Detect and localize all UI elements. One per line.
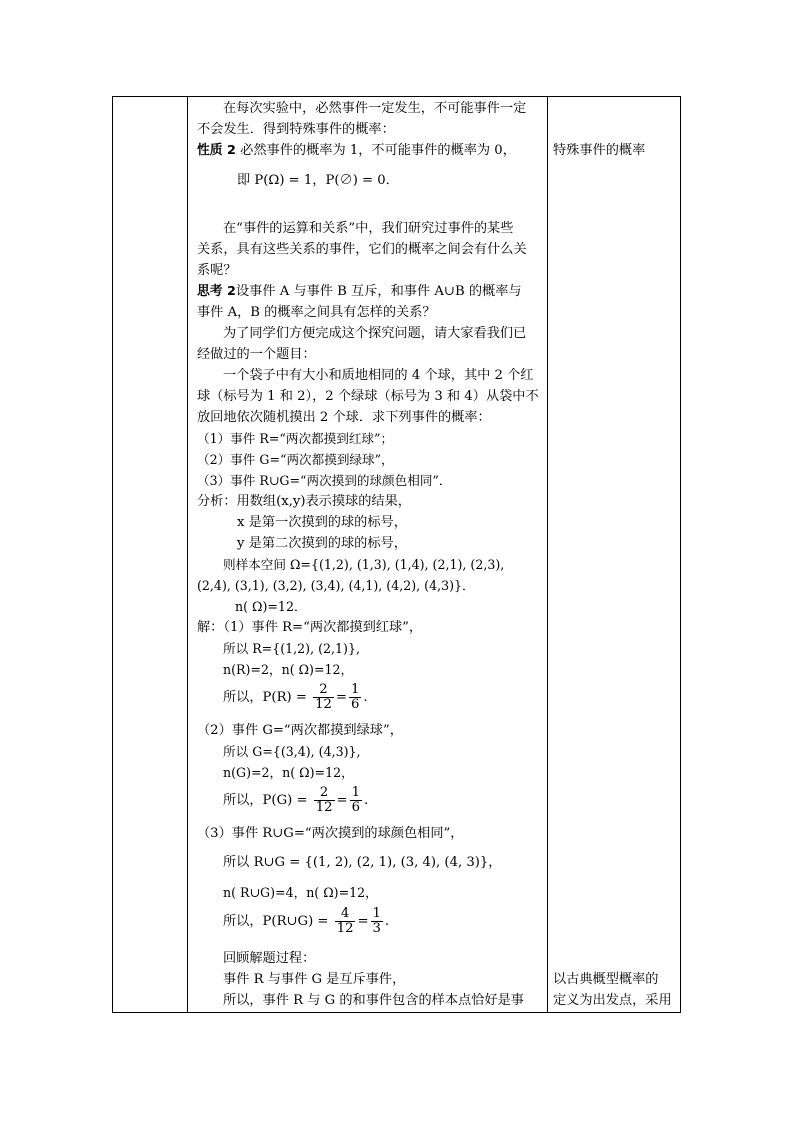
analysis-line: 分析：用数组(x,y)表示摸球的结果， xyxy=(197,494,411,509)
solution-line: n(R)=2，n( Ω)=12， xyxy=(223,662,354,677)
text-line: 经做过的一个题目： xyxy=(197,347,316,362)
denominator: 12 xyxy=(336,921,354,936)
text-line: 放回地依次随机摸出 2 个球．求下列事件的概率： xyxy=(197,410,491,425)
property-label: 性质 2 xyxy=(197,143,236,158)
numerator: 2 xyxy=(313,683,334,698)
fraction xyxy=(350,786,362,815)
review-line: 回顾解题过程： xyxy=(223,951,316,966)
solution-line: （2）事件 G=“两次都摸到绿球”， xyxy=(197,723,403,738)
solution-line: n( R∪G)=4，n( Ω)=12， xyxy=(223,885,378,900)
column-divider xyxy=(187,97,188,1012)
denominator: 3 xyxy=(372,921,381,936)
probability-formula: 所以，P(G) = $\frac{2}{12}$ = $\frac{1}{6}$ . xyxy=(223,785,369,815)
solution-line: 所以 G={(3,4), (4,3)}, xyxy=(223,744,361,759)
fraction xyxy=(371,907,383,936)
fraction xyxy=(349,683,361,712)
denominator: 12 xyxy=(315,697,332,712)
analysis-line: y 是第二次摸到的球的标号， xyxy=(237,536,407,551)
question-1: （1）事件 R=“两次都摸到红球”； xyxy=(197,431,394,446)
sample-count: n( Ω)=12． xyxy=(235,599,307,614)
lesson-table xyxy=(112,96,681,1013)
notes-cell xyxy=(549,97,681,1012)
sample-space-line: 则样本空间 Ω={(1,2), (1,3), (1,4), (2,1), (2,3), xyxy=(223,557,505,572)
note-line: 定义为出发点，采用 xyxy=(553,993,672,1008)
numerator: 1 xyxy=(350,682,360,697)
sample-space-line: (2,4), (3,1), (3,2), (3,4), (4,1), (4,2), (4,3)}． xyxy=(197,578,475,593)
question-3: （3）事件 R∪G=“两次摸到的球颜色相同”． xyxy=(197,473,452,488)
formula-prefix: 所以，P(G) = xyxy=(223,793,308,808)
numerator: 1 xyxy=(351,785,360,800)
think-text: 设事件 A 与事件 B 互斥，和事件 A∪B 的概率与 xyxy=(235,284,522,299)
text-line: 球（标号为 1 和 2），2 个绿球（标号为 3 和 4）从袋中不 xyxy=(197,389,539,404)
review-line: 所以，事件 R 与 G 的和事件包含的样本点恰好是事 xyxy=(223,993,524,1008)
property-formula: 即 P(Ω) = 1，P(∅) = 0． xyxy=(237,173,399,188)
text-line: 关系，具有这些关系的事件，它们的概率之间会有什么关 xyxy=(197,242,527,257)
think-label: 思考 2 xyxy=(197,284,236,299)
property-text: 必然事件的概率为 1，不可能事件的概率为 0， xyxy=(240,143,516,158)
fraction xyxy=(335,907,356,936)
text-line: 事件 A，B 的概率之间具有怎样的关系？ xyxy=(197,305,436,320)
analysis-line: x 是第一次摸到的球的标号， xyxy=(237,515,407,530)
text-line: 不会发生．得到特殊事件的概率： xyxy=(197,122,395,137)
solution-line: 解：（1）事件 R=“两次都摸到红球”， xyxy=(197,620,423,635)
formula-prefix: 所以，P(R) = xyxy=(223,690,307,705)
probability-formula: 所以，P(R∪G) = $\frac{4}{12}$ = $\frac{1}{3}$ . xyxy=(223,906,390,936)
main-content-cell xyxy=(193,97,547,1012)
note-line: 以古典概型概率的 xyxy=(553,972,659,987)
denominator: 6 xyxy=(350,697,360,712)
text-line: 在每次实验中，必然事件一定发生，不可能事件一定 xyxy=(223,101,527,116)
question-2: （2）事件 G=“两次都摸到绿球”， xyxy=(197,452,394,467)
text-line: 一个袋子中有大小和质地相同的 4 个球，其中 2 个红 xyxy=(223,368,534,383)
numerator: 1 xyxy=(372,906,381,921)
denominator: 6 xyxy=(351,800,360,815)
fraction xyxy=(313,683,334,712)
numerator: 4 xyxy=(335,907,356,922)
text-line: 系呢？ xyxy=(197,263,237,278)
formula-prefix: 所以，P(R∪G) = xyxy=(223,914,329,929)
text-line: 为了同学们方便完成这个探究问题，请大家看我们已 xyxy=(223,326,527,341)
property-line xyxy=(197,141,516,161)
fraction xyxy=(314,786,335,815)
solution-line: 所以 R={(1,2), (2,1)}, xyxy=(223,641,360,656)
numerator: 2 xyxy=(314,786,335,801)
solution-line: 所以 R∪G = {(1, 2), (2, 1), (3, 4), (4, 3)}， xyxy=(223,855,502,870)
probability-formula: 所以，P(R) = $\frac{2}{12}$ = $\frac{1}{6}$ . xyxy=(223,682,368,712)
review-line: 事件 R 与事件 G 是互斥事件， xyxy=(223,972,406,987)
solution-line: （3）事件 R∪G=“两次摸到的球颜色相同”， xyxy=(197,826,464,841)
solution-line: n(G)=2，n( Ω)=12， xyxy=(223,765,354,780)
think-line xyxy=(197,282,522,302)
denominator: 12 xyxy=(315,800,333,815)
note-special-events: 特殊事件的概率 xyxy=(553,143,646,158)
column-divider xyxy=(547,97,548,1012)
text-line: 在“事件的运算和关系”中，我们研究过事件的某些 xyxy=(223,221,514,236)
